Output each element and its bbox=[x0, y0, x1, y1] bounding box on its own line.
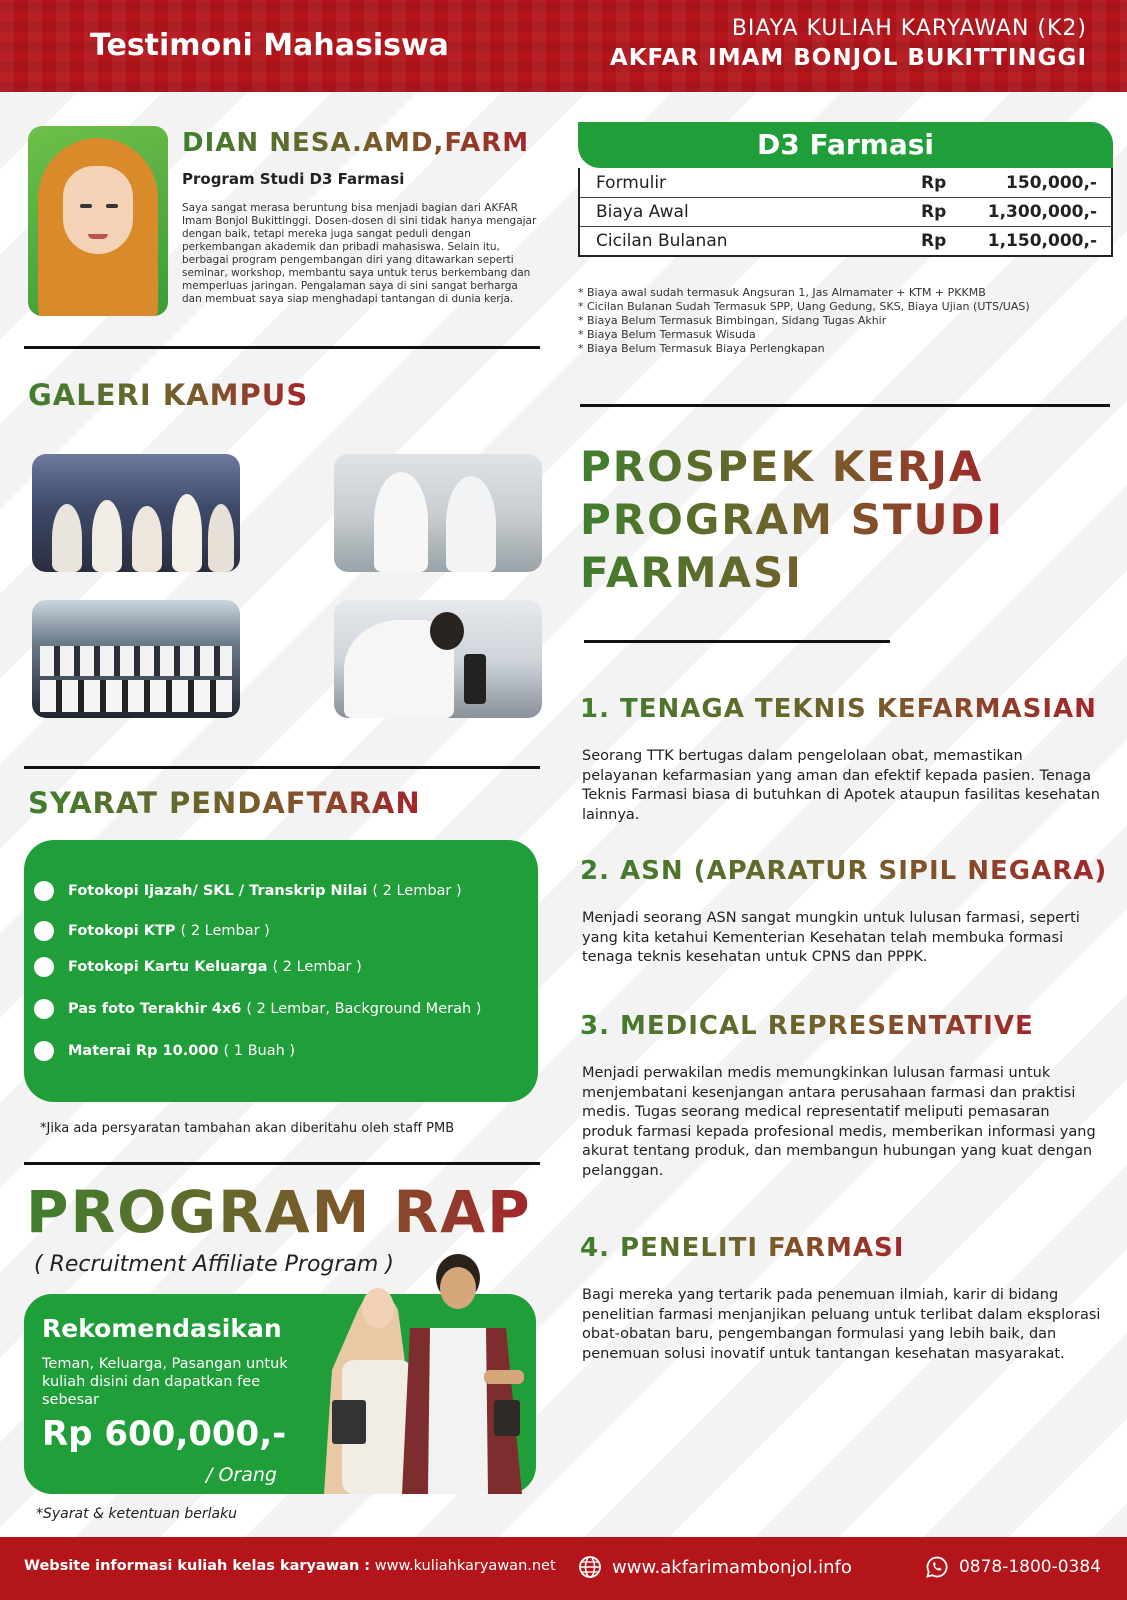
fee-note: * Biaya Belum Termasuk Biaya Perlengkapan bbox=[578, 342, 825, 355]
footer-phone[interactable] bbox=[925, 1555, 1101, 1579]
gallery-photo-microscope[interactable] bbox=[334, 600, 542, 718]
requirement-name: Materai Rp 10.000 bbox=[68, 1043, 219, 1059]
testimony-program: Program Studi D3 Farmasi bbox=[182, 170, 405, 188]
requirement-name: Fotokopi Kartu Keluarga bbox=[68, 959, 268, 975]
rap-terms: *Syarat & ketentuan berlaku bbox=[36, 1506, 238, 1522]
fee-label: Cicilan Bulanan bbox=[596, 231, 728, 251]
fee-row bbox=[580, 168, 1111, 197]
prospects-title-line1: PROSPEK KERJA bbox=[580, 442, 984, 491]
footer-phone-text: 0878-1800-0384 bbox=[958, 1557, 1101, 1577]
fee-table-title: D3 Farmasi bbox=[578, 122, 1113, 168]
footer bbox=[0, 1537, 1127, 1600]
fee-notes bbox=[578, 286, 1030, 356]
requirement-name: Pas foto Terakhir 4x6 bbox=[68, 1001, 242, 1017]
bullet-icon bbox=[34, 881, 54, 901]
fee-note: * Cicilan Bulanan Sudah Termasuk SPP, Uang Gedung, SKS, Biaya Ujian (UTS/UAS) bbox=[578, 300, 1030, 313]
fee-row bbox=[580, 197, 1111, 226]
footer-info bbox=[24, 1558, 556, 1574]
divider bbox=[24, 346, 540, 349]
rap-heading: Rekomendasikan bbox=[42, 1314, 282, 1343]
header-institution bbox=[610, 16, 1087, 71]
bullet-icon bbox=[34, 921, 54, 941]
requirement-item bbox=[34, 921, 270, 941]
header-title: Testimoni Mahasiswa bbox=[90, 28, 449, 63]
testimony-text: Saya sangat merasa beruntung bisa menjadi bagian dari AKFAR Imam Bonjol Bukittinggi. Dosen-dosen di sini tidak hanya mengajar dengan baik, tetapi mereka juga sangat peduli dengan perkembangan akademik dan pribadi mahasiswa. Selain itu, berbagai program pengembangan diri yang ditawarkan seperti seminar, workshop, membantu saya untuk terus berkembang dan memperluas jaringan. Pengalaman saya di sini sangat berharga dan membuat saya siap menghadapi tantangan di dunia kerja. bbox=[182, 202, 537, 305]
requirement-qty: ( 2 Lembar ) bbox=[372, 883, 462, 899]
students-photo bbox=[318, 1250, 538, 1494]
rap-subtitle: ( Recruitment Affiliate Program ) bbox=[34, 1252, 394, 1277]
requirements-title: SYARAT PENDAFTARAN bbox=[28, 786, 421, 820]
divider bbox=[580, 404, 1110, 407]
requirement-item bbox=[34, 881, 462, 901]
divider bbox=[24, 766, 540, 769]
fee-amount: 150,000,- bbox=[1006, 172, 1097, 193]
fee-label: Formulir bbox=[596, 172, 667, 193]
job-text: Bagi mereka yang tertarik pada penemuan ilmiah, karir di bidang penelitian farmasi menjanjikan peluang untuk terlibat dalam eksplorasi obat-obatan baru, pengembangan formulasi yang lebih baik, dan penemuan solusi inovatif untuk tantangan kesehatan masyarakat. bbox=[582, 1287, 1101, 1362]
rap-text: Teman, Keluarga, Pasangan untuk kuliah disini dan dapatkan fee sebesar bbox=[42, 1356, 288, 1408]
fee-label: Biaya Awal bbox=[596, 202, 689, 222]
job-text: Menjadi perwakilan medis memungkinkan lulusan farmasi untuk menjembatani kesenjangan antara perusahaan farmasi dan praktisi medis. Tugas seorang medical representatif meliputi pemasaran produk farmasi kepada profesional medis, memberikan informasi yang akurat tentang produk, dan membangun hubungan yang kuat dengan pelanggan. bbox=[582, 1065, 1096, 1179]
header-banner bbox=[0, 0, 1127, 92]
job-title: 4. PENELITI FARMASI bbox=[580, 1233, 905, 1263]
header-line1: BIAYA KULIAH KARYAWAN (K2) bbox=[731, 16, 1087, 41]
requirement-name: Fotokopi Ijazah/ SKL / Transkrip Nilai bbox=[68, 883, 368, 899]
fee-table bbox=[578, 168, 1113, 257]
bullet-icon bbox=[34, 1041, 54, 1061]
whatsapp-icon bbox=[925, 1555, 949, 1579]
requirement-qty: ( 2 Lembar, Background Merah ) bbox=[246, 1001, 482, 1017]
footer-info-link[interactable]: www.kuliahkaryawan.net bbox=[374, 1558, 556, 1574]
gallery-title: GALERI KAMPUS bbox=[28, 378, 309, 412]
rap-title: PROGRAM RAP bbox=[26, 1178, 532, 1246]
fee-currency: Rp bbox=[921, 231, 947, 251]
footer-info-label: Website informasi kuliah kelas karyawan : bbox=[24, 1558, 371, 1574]
job-title: 1. TENAGA TEKNIS KEFARMASIAN bbox=[580, 694, 1097, 724]
fee-amount: 1,300,000,- bbox=[987, 202, 1097, 222]
job-title: 2. ASN (APARATUR SIPIL NEGARA) bbox=[580, 856, 1108, 886]
rap-per: / Orang bbox=[206, 1464, 277, 1486]
gallery-photo-group[interactable] bbox=[32, 600, 240, 718]
requirement-qty: ( 2 Lembar ) bbox=[272, 959, 362, 975]
bullet-icon bbox=[34, 999, 54, 1019]
testimony-name: DIAN NESA.AMD,FARM bbox=[182, 128, 530, 158]
rap-amount: Rp 600,000,- bbox=[42, 1414, 287, 1454]
gallery-photo-lab[interactable] bbox=[334, 454, 542, 572]
bullet-icon bbox=[34, 957, 54, 977]
fee-note: * Biaya Belum Termasuk Bimbingan, Sidang Tugas Akhir bbox=[578, 314, 887, 327]
fee-note: * Biaya Belum Termasuk Wisuda bbox=[578, 328, 756, 341]
fee-row bbox=[580, 226, 1111, 255]
requirement-qty: ( 2 Lembar ) bbox=[180, 923, 270, 939]
fee-currency: Rp bbox=[921, 202, 947, 222]
gallery-photo-graduation[interactable] bbox=[32, 454, 240, 572]
fee-amount: 1,150,000,- bbox=[987, 231, 1097, 251]
divider bbox=[584, 640, 890, 643]
footer-website-text: www.akfarimambonjol.info bbox=[612, 1556, 852, 1578]
student-photo bbox=[28, 126, 168, 316]
job-title: 3. MEDICAL REPRESENTATIVE bbox=[580, 1011, 1034, 1041]
requirement-item bbox=[34, 1041, 295, 1061]
requirement-item bbox=[34, 999, 481, 1019]
requirement-item bbox=[34, 957, 362, 977]
prospects-title bbox=[580, 440, 1004, 599]
requirement-qty: ( 1 Buah ) bbox=[223, 1043, 296, 1059]
prospects-title-line3: FARMASI bbox=[580, 548, 803, 597]
fee-currency: Rp bbox=[921, 172, 947, 193]
job-text: Seorang TTK bertugas dalam pengelolaan obat, memastikan pelayanan kefarmasian yang aman dan efektif kepada pasien. Tenaga Teknis Farmasi biasa di butuhkan di Apotek ataupun fasilitas kesehatan lainnya. bbox=[582, 748, 1100, 823]
requirements-note: *Jika ada persyaratan tambahan akan diberitahu oleh staff PMB bbox=[40, 1121, 455, 1136]
requirement-name: Fotokopi KTP bbox=[68, 923, 176, 939]
prospects-title-line2: PROGRAM STUDI bbox=[580, 495, 1005, 544]
job-text: Menjadi seorang ASN sangat mungkin untuk lulusan farmasi, seperti yang kita ketahui Kementerian Kesehatan telah membuka formasi tenaga teknis kesehatan untuk CPNS dan PPPK. bbox=[582, 910, 1080, 965]
header-line2: AKFAR IMAM BONJOL BUKITTINGGI bbox=[609, 45, 1087, 71]
globe-icon bbox=[578, 1555, 602, 1579]
divider bbox=[24, 1162, 540, 1165]
footer-website[interactable] bbox=[578, 1555, 852, 1579]
fee-note: * Biaya awal sudah termasuk Angsuran 1, Jas Almamater + KTM + PKKMB bbox=[578, 286, 986, 299]
